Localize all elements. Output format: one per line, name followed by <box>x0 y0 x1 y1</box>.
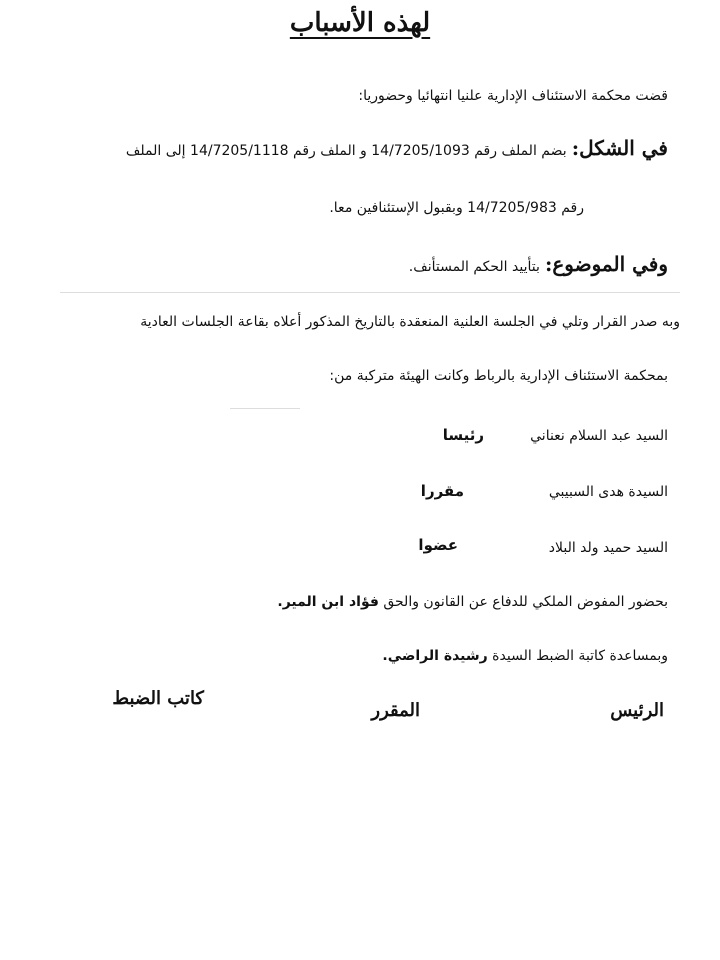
form-text-line2: رقم 14/7205/983 وبقبول الإستئنافين معا. <box>329 200 584 216</box>
subject-text: بتأييد الحكم المستأنف. <box>408 259 540 275</box>
commissioner-name: فؤاد ابن المير. <box>277 594 379 610</box>
scan-artifact-line <box>60 292 680 293</box>
panel-member-role: رئيسا <box>442 426 484 444</box>
assistance-prefix: وبمساعدة كاتبة الضبط السيدة <box>492 648 668 664</box>
issued-line2: بمحكمة الاستئناف الإدارية بالرباط وكانت الهيئة متركبة من: <box>329 368 668 384</box>
form-section-line1 <box>126 136 668 160</box>
panel-member-name: السيد عبد السلام نعناني <box>530 428 668 444</box>
signature-clerk: كاتب الضبط <box>112 688 204 709</box>
form-heading: في الشكل: <box>571 136 668 160</box>
document-title: لهذه الأسباب <box>289 8 431 38</box>
signature-president: الرئيس <box>610 700 664 721</box>
subject-section <box>409 252 668 276</box>
scan-artifact-mark <box>230 408 300 409</box>
panel-member-role: مقررا <box>420 482 464 500</box>
clerk-name: رشيدة الراضي. <box>382 648 488 664</box>
signature-rapporteur: المقرر <box>371 700 420 721</box>
panel-member-name: السيد حميد ولد البلاد <box>548 540 668 556</box>
panel-member-name: السيدة هدى السبيبي <box>548 484 668 500</box>
form-text-line1: بضم الملف رقم 14/7205/1093 و الملف رقم 14/7205/1118 إلى الملف <box>125 143 567 159</box>
issued-line1: وبه صدر القرار وتلي في الجلسة العلنية المنعقدة بالتاريخ المذكور أعلاه بقاعة الجلسات العادية <box>140 314 680 330</box>
assistance-line <box>382 648 668 664</box>
subject-heading: وفي الموضوع: <box>544 252 668 276</box>
panel-member-role: عضوا <box>418 536 458 554</box>
attendance-line <box>277 594 668 610</box>
ruling-intro: قضت محكمة الاستئناف الإدارية علنيا انتهائيا وحضوريا: <box>358 88 668 104</box>
attendance-prefix: بحضور المفوض الملكي للدفاع عن القانون والحق <box>383 594 668 610</box>
